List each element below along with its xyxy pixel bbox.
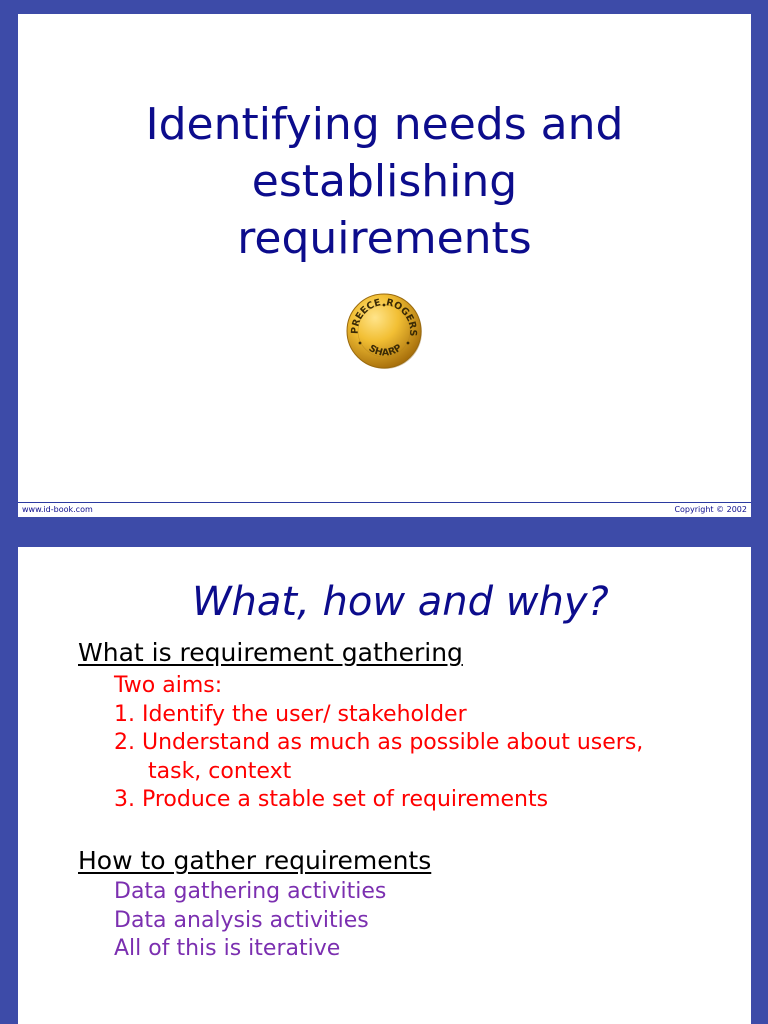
preece-rogers-sharp-logo (344, 291, 424, 371)
title-line: Identifying needs and (145, 99, 624, 150)
section-heading-what: What is requirement gathering (78, 638, 463, 667)
list-item: All of this is iterative (114, 936, 341, 961)
logo-text-bottom: SHARP (366, 342, 404, 359)
logo-text-top: PREECE (349, 297, 382, 335)
list-item: Two aims: (114, 673, 223, 698)
list-item: Data analysis activities (114, 907, 369, 933)
logo-text-right: ROGERS (385, 297, 419, 337)
footer-copyright: Copyright © 2002 (674, 505, 747, 514)
activities-list (114, 878, 386, 964)
list-item: 3. Produce a stable set of requirements (114, 787, 549, 813)
list-item: task, context (148, 758, 292, 784)
footer-website: www.id-book.com (22, 505, 93, 514)
content-slide (18, 547, 751, 1024)
list-item: 2. Understand as much as possible about users, (114, 730, 644, 756)
list-item: 1. Identify the user/ stakeholder (114, 701, 467, 727)
footer-divider (18, 502, 751, 503)
aims-list (114, 672, 643, 815)
slide-title (18, 96, 751, 267)
slide-title: What, how and why? (192, 579, 609, 625)
list-item: Data gathering activities (114, 879, 387, 904)
section-heading-how: How to gather requirements (78, 846, 432, 875)
title-slide (18, 14, 751, 517)
title-line: establishing (251, 156, 518, 207)
title-line: requirements (237, 213, 532, 264)
